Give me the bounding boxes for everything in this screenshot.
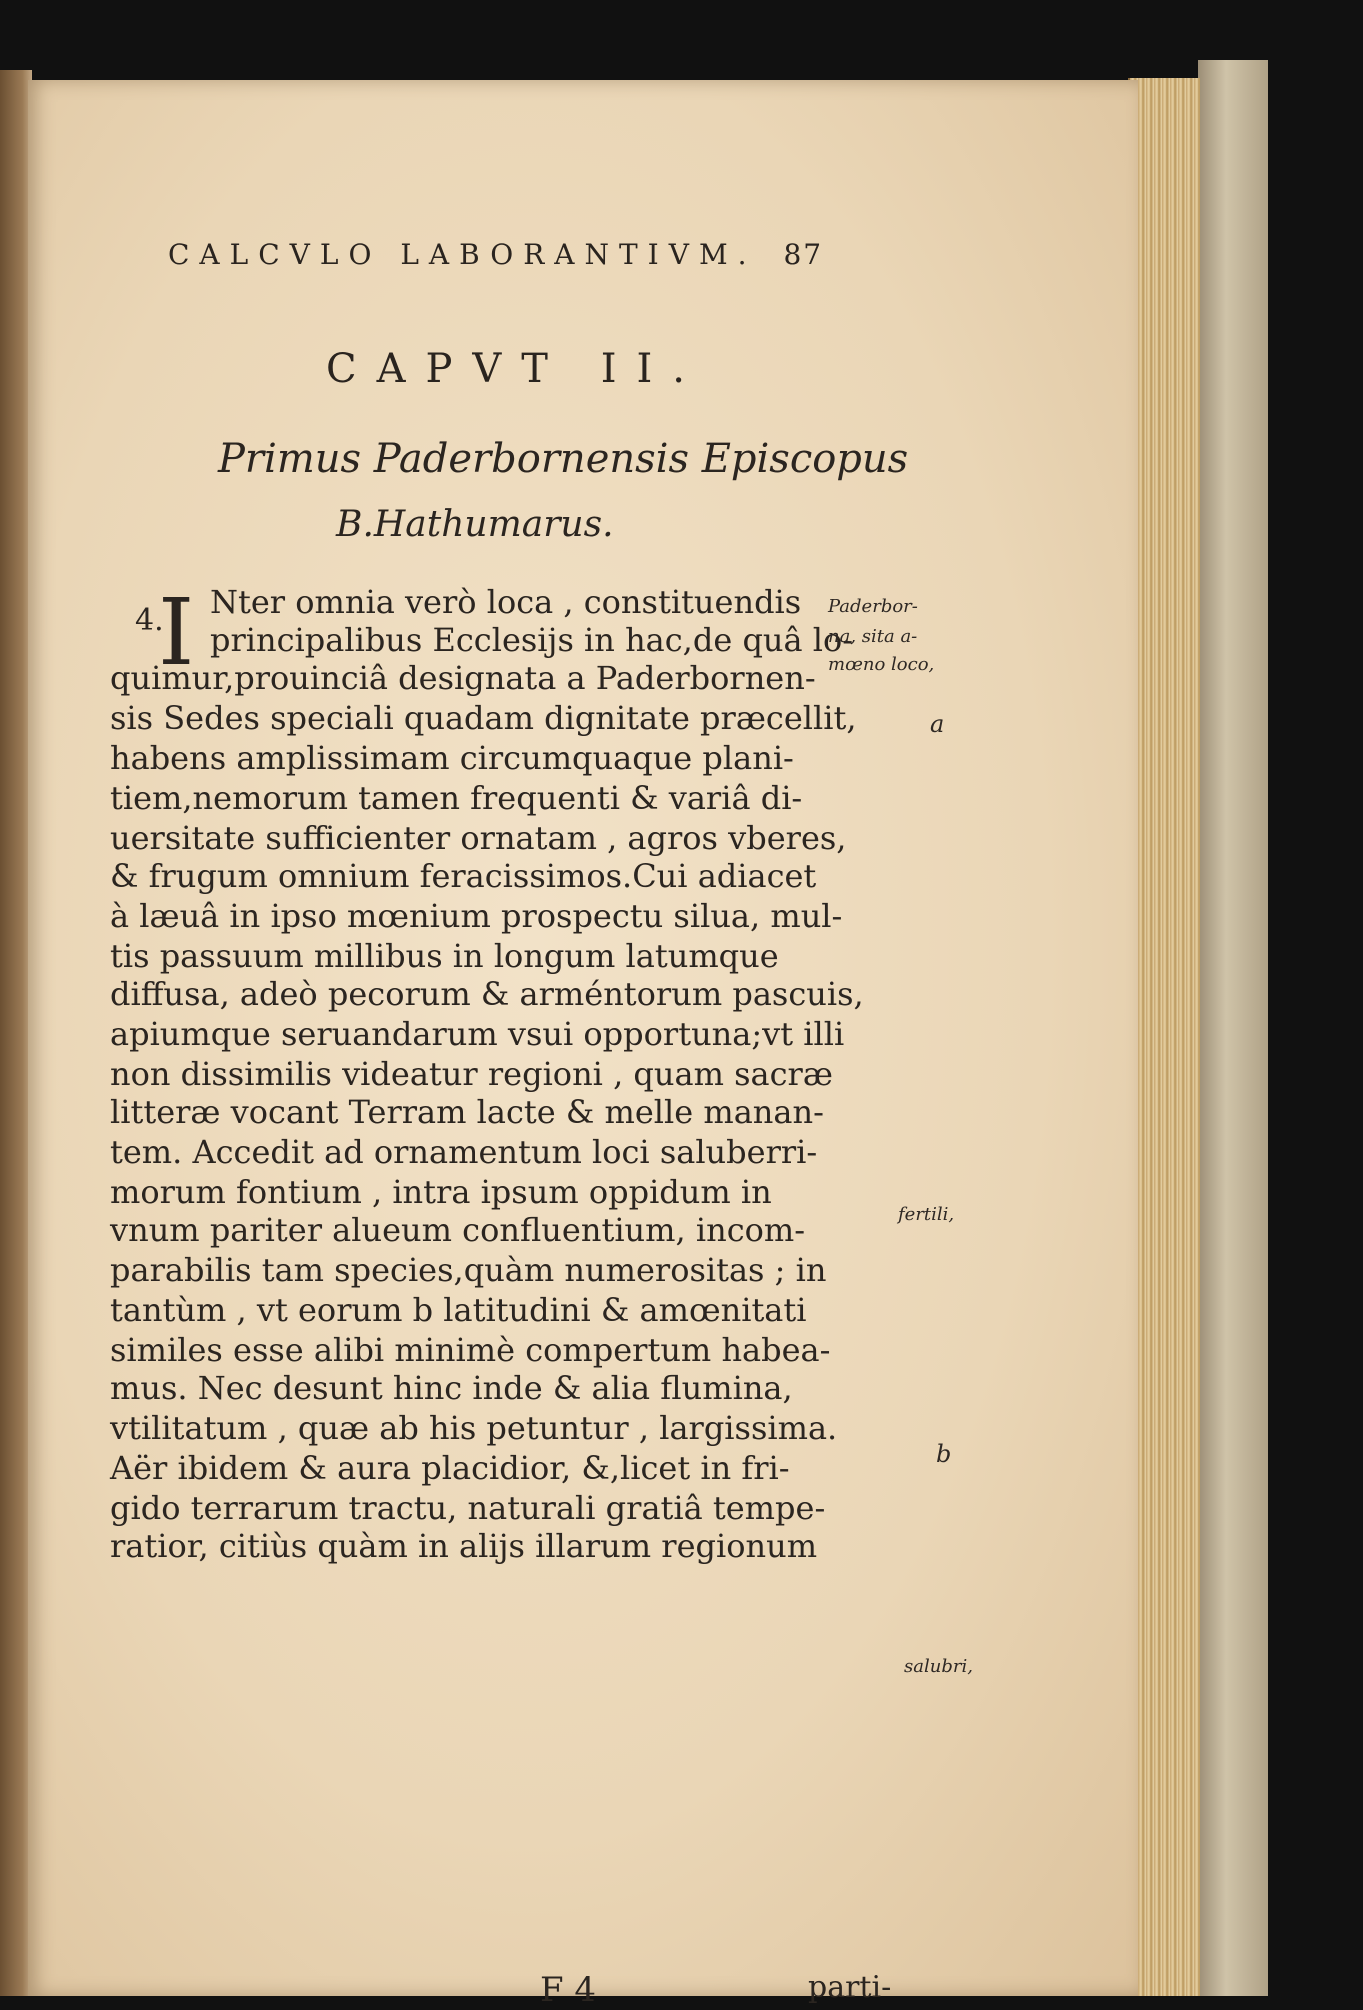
body-line: vnum pariter alueum confluentium, incom- xyxy=(110,1211,806,1249)
body-line: morum fontium , intra ipsum oppidum in xyxy=(110,1173,772,1211)
page-text xyxy=(28,80,1138,2010)
book-cover-edge xyxy=(1198,60,1268,1996)
body-line: Nter omnia verò loca , constituendis xyxy=(210,583,802,621)
marginal-note: salubri, xyxy=(904,1656,973,1677)
body-line: tantùm , vt eorum b latitudini & amœnitati xyxy=(110,1291,807,1329)
body-line: diffusa, adeò pecorum & arméntorum pascuis, xyxy=(110,975,864,1013)
signature-mark: F 4 xyxy=(540,1970,597,2010)
body-line: non dissimilis videatur regioni , quam sacræ xyxy=(110,1055,833,1093)
body-line: habens amplissimam circumquaque plani- xyxy=(110,739,794,777)
body-line: Aër ibidem & aura placidior, &,licet in fri- xyxy=(110,1449,790,1487)
body-line: sis Sedes speciali quadam dignitate præcellit, xyxy=(110,699,857,737)
body-line: à læuâ in ipso mœnium prospectu silua, mul- xyxy=(110,897,843,935)
drop-cap: I xyxy=(158,579,195,686)
body-line: litteræ vocant Terram lacte & melle manan- xyxy=(110,1093,824,1131)
page-number: 87 xyxy=(783,238,824,271)
chapter-title: CAPVT II. xyxy=(326,346,706,392)
body-line: apiumque seruandarum vsui opportuna;vt illi xyxy=(110,1015,845,1053)
marginal-note: mœno loco, xyxy=(828,654,935,675)
chapter-subtitle-line-2: B.Hathumarus. xyxy=(336,504,614,545)
body-line: quimur,prouinciâ designata a Paderbornen- xyxy=(110,659,816,697)
body-line: tis passuum millibus in longum latumque xyxy=(110,937,779,975)
body-line: similes esse alibi minimè compertum habea- xyxy=(110,1331,831,1369)
marginal-note-letter: a xyxy=(930,710,945,738)
running-head xyxy=(168,238,823,271)
body-line: mus. Nec desunt hinc inde & alia flumina, xyxy=(110,1369,793,1407)
body-line: tiem,nemorum tamen frequenti & variâ di- xyxy=(110,779,803,817)
running-head-title: CALCVLO LABORANTIVM. xyxy=(168,238,757,271)
body-line: & frugum omnium feracissimos.Cui adiacet xyxy=(110,857,817,895)
chapter-subtitle-line-1: Primus Paderbornensis Episcopus xyxy=(218,436,909,482)
section-number: 4. xyxy=(135,603,164,638)
body-line: parabilis tam species,quàm numerositas ; in xyxy=(110,1251,827,1289)
page-edges xyxy=(1128,78,1200,1996)
book-page xyxy=(28,80,1138,2010)
marginal-note: fertili, xyxy=(898,1204,955,1225)
body-line: tem. Accedit ad ornamentum loci saluberri- xyxy=(110,1133,818,1171)
body-line: gido terrarum tractu, naturali gratiâ tempe- xyxy=(110,1489,826,1527)
marginal-note: na, sita a- xyxy=(828,626,918,647)
catchword: parti- xyxy=(808,1970,892,2005)
body-line: ratior, citiùs quàm in alijs illarum regionum xyxy=(110,1527,818,1565)
body-line: uersitate sufficienter ornatam , agros vberes, xyxy=(110,819,847,857)
body-line: principalibus Ecclesijs in hac,de quâ lo- xyxy=(210,621,854,659)
marginal-note-letter: b xyxy=(936,1440,952,1468)
body-line: vtilitatum , quæ ab his petuntur , largissima. xyxy=(110,1409,838,1447)
marginal-note: Paderbor- xyxy=(828,596,918,617)
